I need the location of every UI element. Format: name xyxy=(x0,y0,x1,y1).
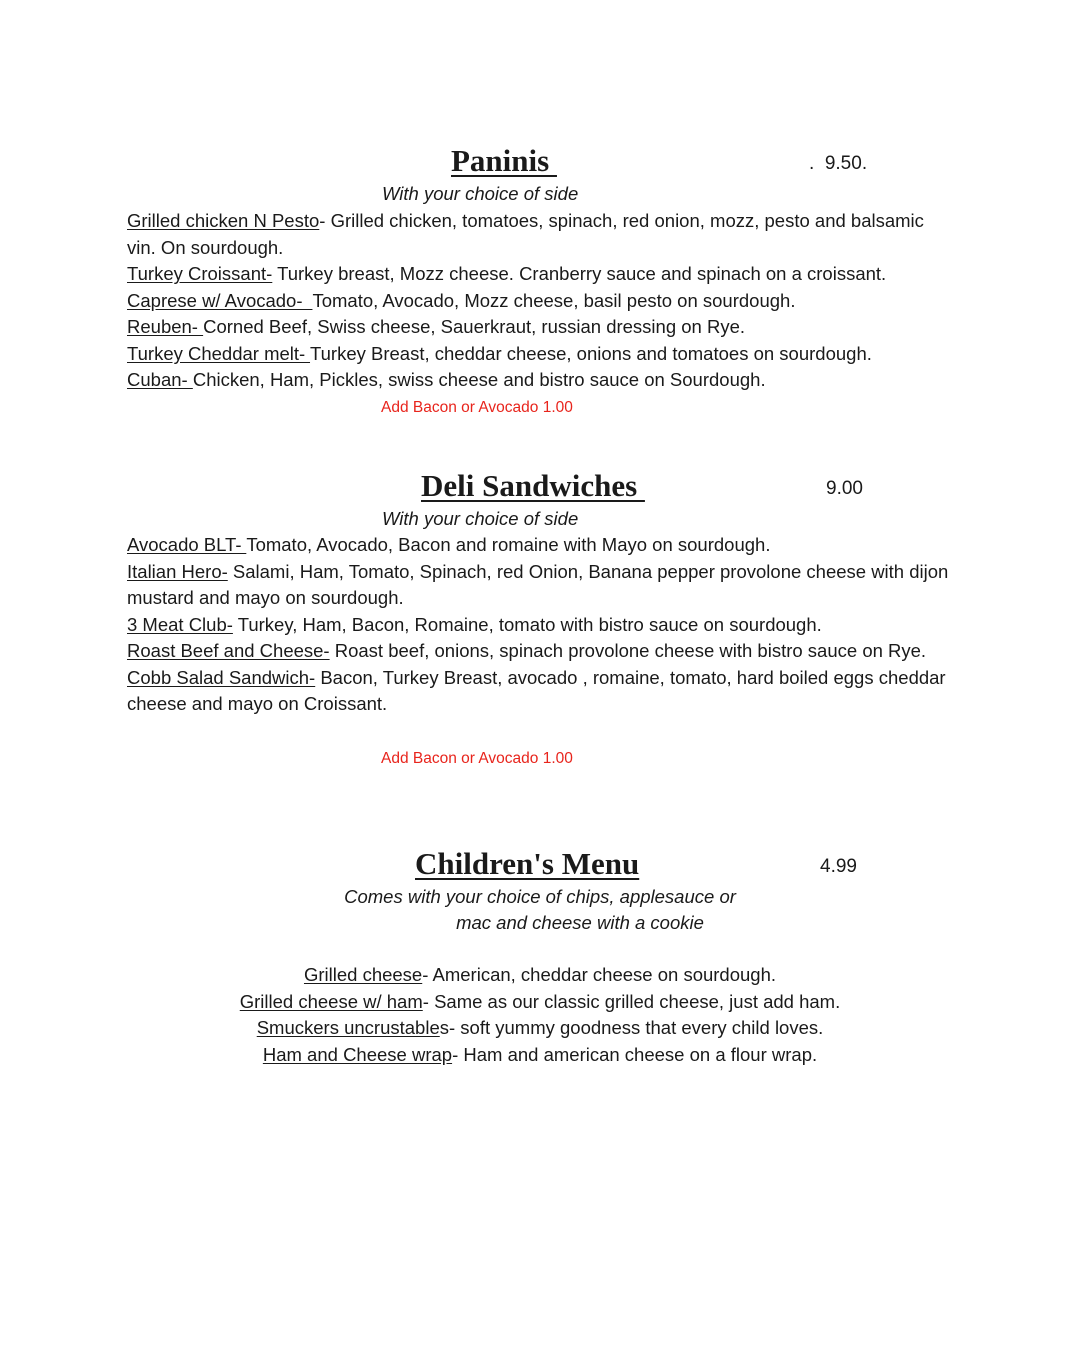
item-description: Bacon, Turkey Breast, avocado , romaine, tomato, hard boiled eggs cheddar cheese and mayo on Croissant. xyxy=(127,666,946,714)
menu-item xyxy=(127,341,957,368)
deli-price: 9.00 xyxy=(826,478,863,499)
item-name: Reuben- xyxy=(127,316,204,337)
paninis-price: . 9.50. xyxy=(809,153,868,174)
item-description: Tomato, Avocado, Mozz cheese, basil pesto on sourdough. xyxy=(312,289,796,311)
paninis-subtitle: With your choice of side xyxy=(382,183,579,204)
item-name: Roast Beef and Cheese- xyxy=(127,640,330,661)
menu-item xyxy=(127,208,957,261)
children-subtitle-line: Comes with your choice of chips, applesauce or xyxy=(344,886,736,907)
item-name: 3 Meat Club- xyxy=(127,613,233,635)
item-name: Italian Hero- xyxy=(127,560,228,582)
item-description: s- soft yummy goodness that every child loves. xyxy=(439,1017,824,1038)
children-title: Children's Menu xyxy=(415,846,640,881)
deli-addon: Add Bacon or Avocado 1.00 xyxy=(381,750,573,767)
item-description: - Grilled chicken, tomatoes, spinach, red onion, mozz, pesto and balsamic vin. On sourdough. xyxy=(127,210,924,258)
item-description: Roast beef, onions, spinach provolone cheese with bistro sauce on Rye. xyxy=(329,640,927,661)
children-price: 4.99 xyxy=(820,856,857,877)
menu-item xyxy=(127,612,957,639)
item-name: Grilled cheese w/ ham xyxy=(239,990,423,1012)
menu-item xyxy=(127,288,957,315)
menu-item xyxy=(127,559,957,612)
item-description: Chicken, Ham, Pickles, swiss cheese and bistro sauce on Sourdough. xyxy=(192,369,766,390)
paninis-title: Paninis xyxy=(451,143,557,178)
item-description: - Same as our classic grilled cheese, just add ham. xyxy=(422,990,841,1012)
item-name: Smuckers uncrustable xyxy=(256,1017,440,1038)
item-name: Avocado BLT- xyxy=(127,534,247,555)
item-name: Cobb Salad Sandwich- xyxy=(127,666,316,688)
menu-item xyxy=(127,638,957,665)
menu-item xyxy=(127,532,957,559)
menu-item xyxy=(127,314,957,341)
menu-item xyxy=(127,1015,953,1042)
item-name: Turkey Croissant- xyxy=(127,263,273,284)
item-name: Ham and Cheese wrap xyxy=(262,1043,453,1065)
menu-item xyxy=(127,989,953,1016)
menu-item xyxy=(127,665,957,718)
item-name: Caprese w/ Avocado- xyxy=(127,289,313,311)
item-name: Grilled cheese xyxy=(303,964,423,985)
paninis-items xyxy=(127,208,957,394)
item-name: Cuban- xyxy=(127,369,193,390)
item-description: Turkey breast, Mozz cheese. Cranberry sauce and spinach on a croissant. xyxy=(272,263,887,284)
children-subtitle-line: mac and cheese with a cookie xyxy=(456,912,704,933)
item-description: Turkey, Ham, Bacon, Romaine, tomato with bistro sauce on sourdough. xyxy=(232,613,822,635)
menu-item xyxy=(127,1042,953,1069)
item-description: Tomato, Avocado, Bacon and romaine with Mayo on sourdough. xyxy=(246,534,771,555)
item-description: Turkey Breast, cheddar cheese, onions and tomatoes on sourdough. xyxy=(310,342,872,364)
item-name: Turkey Cheddar melt- xyxy=(127,342,311,364)
item-name: Grilled chicken N Pesto xyxy=(127,210,320,231)
deli-subtitle: With your choice of side xyxy=(382,508,579,529)
menu-item xyxy=(127,367,957,394)
item-description: - American, cheddar cheese on sourdough. xyxy=(422,964,777,985)
deli-title: Deli Sandwiches xyxy=(421,468,645,503)
menu-item xyxy=(127,962,953,989)
item-description: - Ham and american cheese on a flour wrap. xyxy=(452,1043,818,1065)
children-subtitle xyxy=(127,884,1037,936)
children-items xyxy=(127,962,953,1068)
item-description: Salami, Ham, Tomato, Spinach, red Onion, Banana pepper provolone cheese with dijon mustard and mayo on sourdough. xyxy=(127,560,949,608)
paninis-addon: Add Bacon or Avocado 1.00 xyxy=(381,399,573,416)
item-description: Corned Beef, Swiss cheese, Sauerkraut, russian dressing on Rye. xyxy=(203,316,746,337)
menu-item xyxy=(127,261,957,288)
deli-items xyxy=(127,532,957,718)
